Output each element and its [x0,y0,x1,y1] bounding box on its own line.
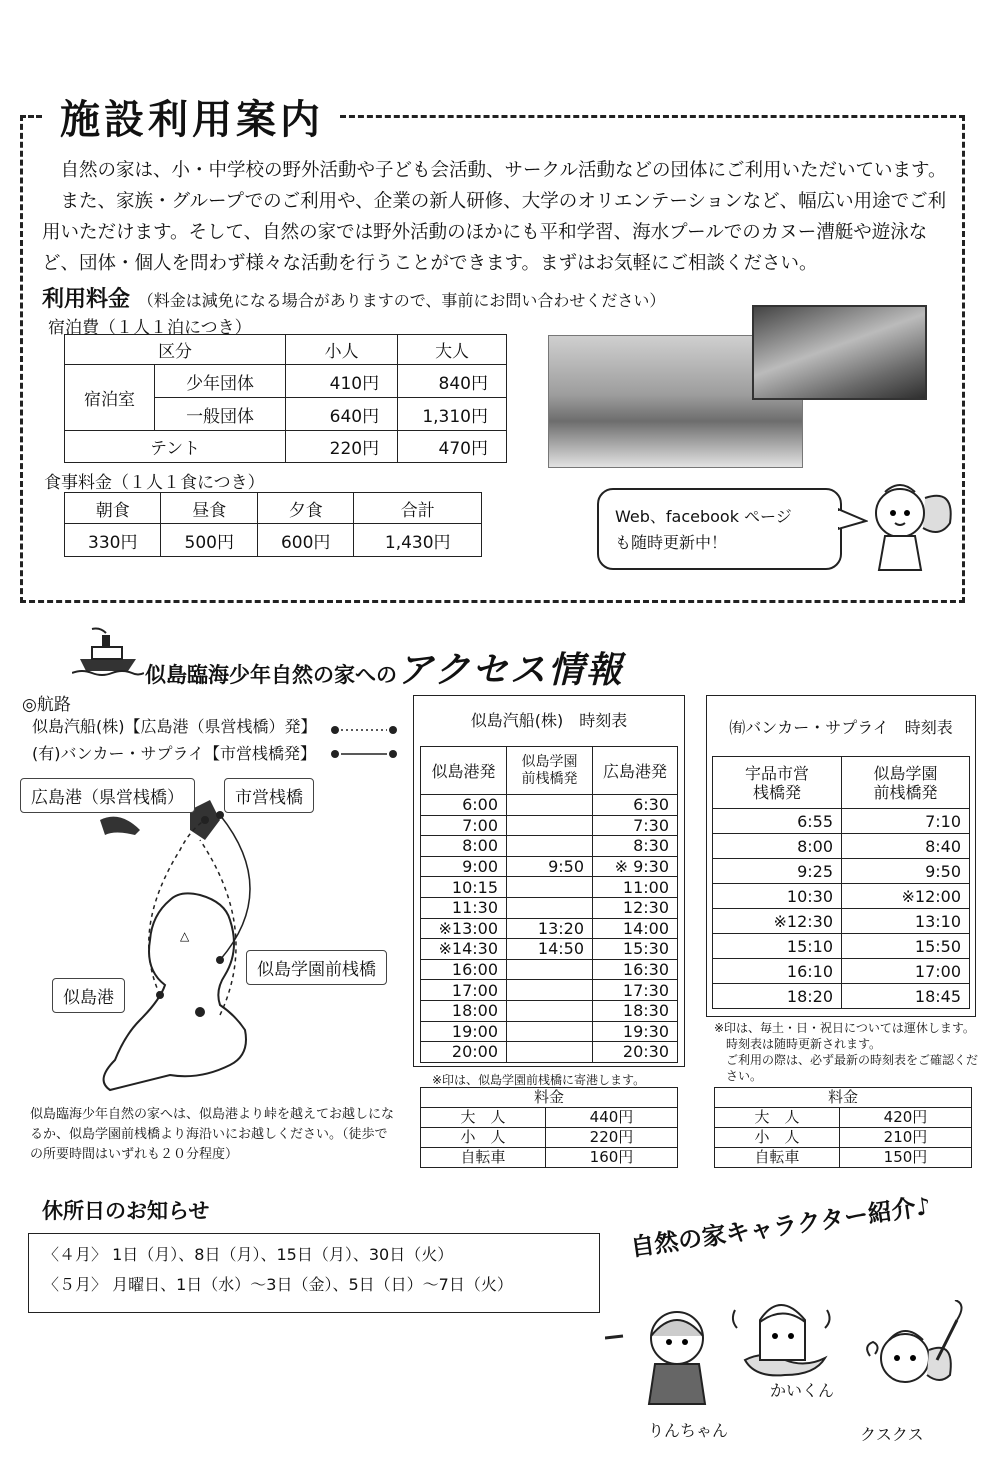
access-title-small: 似島臨海少年自然の家への [145,663,397,687]
tt1-header: 似島港発 [421,747,507,795]
meal-header: 朝食 [65,493,161,524]
fare-value: 220円 [546,1128,678,1148]
fairy-mascot-icon [855,478,960,578]
lodging-type: 一般団体 [155,398,286,431]
timetable-1 [420,746,678,1063]
tt2-cell: 9:25 [713,859,842,884]
svg-text:△: △ [180,929,190,943]
tt2-note: ※印は、毎土・日・祝日については運休します。 [714,1021,975,1035]
tt1-cell: ※ 9:30 [593,856,678,877]
timetable-row [421,959,678,980]
tt1-cell: 6:00 [421,795,507,816]
fee-note: （料金は減免になる場合がありますので、事前にお問い合わせください） [137,291,666,310]
map-label-ninoshima: 似島港 [52,978,125,1013]
closed-line [43,1240,585,1270]
tt1-cell: 10:15 [421,877,507,898]
tt2-cell: 17:00 [842,959,970,984]
facility-intro [42,155,947,279]
fare-value: 440円 [546,1108,678,1128]
route-map [20,790,405,1105]
fee-heading-label: 利用料金 [42,287,131,312]
tt2-cell: 16:10 [713,959,842,984]
timetable-row [713,859,970,884]
timetable-row [421,1021,678,1042]
meal-header: 昼食 [161,493,257,524]
tt2-cell: 8:00 [713,834,842,859]
character-name-kaikun: かいくん [770,1381,835,1400]
fare-table-1 [420,1087,678,1168]
map-label-hiroshima: 広島港（県営桟橋） [20,778,195,813]
route-item: (有)バンカー・サプライ【市営桟橋発】 [32,744,317,763]
intro-paragraph-2: また、家族・グループでのご利用や、企業の新人研修、大学のオリエンテーションなど、幅広い用途でご利用いただけます。そして、自然の家では野外活動のほかにも平和学習、海水プールでのカヌー漕艇や遊泳など、団体・個人を問わず様々な活動を行うことができます。まずはお気軽にご相談ください。 [42,191,947,274]
timetable-row [421,980,678,1001]
tt1-cell: 20:30 [593,1042,678,1063]
tt1-cell: 9:00 [421,856,507,877]
tt1-cell [507,897,593,918]
tt1-cell: 6:30 [593,795,678,816]
tt1-cell: 19:00 [421,1021,507,1042]
facility-border-top-right [340,115,965,118]
meal-price: 1,430円 [354,524,482,557]
tt2-cell: 10:30 [713,884,842,909]
tt1-cell: 15:30 [593,939,678,960]
meals-heading: 食事料金（１人１食につき） [44,473,265,493]
lodging-price: 410円 [286,365,398,398]
tt1-cell [507,815,593,836]
closed-days: 1日（月）、8日（月）、15日（月）、30日（火） [112,1245,454,1264]
closed-days: 月曜日、1日（水）～3日（金）、5日（日）～7日（火） [112,1275,513,1294]
map-label-shiei: 市営桟橋 [224,778,314,813]
timetable-2-notes [714,1020,984,1084]
lodging-heading: 宿泊費（１人１泊につき） [48,318,252,338]
timetable-row [421,836,678,857]
tt1-cell [507,877,593,898]
timetable-row [713,984,970,1009]
meal-price: 500円 [161,524,257,557]
timetable-row [421,856,678,877]
tt1-cell [507,1000,593,1021]
fare-value: 210円 [840,1128,972,1148]
meal-price: 600円 [257,524,353,557]
tt1-cell: 11:30 [421,897,507,918]
tt2-cell: ※12:00 [842,884,970,909]
tt1-cell [507,980,593,1001]
tt1-header: 似島学園 前桟橋発 [507,747,593,795]
timetable-row [421,939,678,960]
tt2-cell: 18:20 [713,984,842,1009]
closed-box [28,1233,600,1313]
lodging-header: 小人 [286,335,398,365]
timetable-row [421,1042,678,1063]
tt1-cell: 16:00 [421,959,507,980]
kaikun-icon [733,1305,830,1375]
timetable-1-title: 似島汽船(株) 時刻表 [470,711,628,730]
tt1-cell [507,836,593,857]
lodging-room-label: 宿泊室 [65,365,155,431]
speech-bubble [597,488,842,570]
timetable-row [713,934,970,959]
route-item: 似島汽船(株)【広島港（県営桟橋）発】 [32,717,317,736]
facility-border-top-left [20,115,42,118]
meal-price: 330円 [65,524,161,557]
lodging-price: 1,310円 [398,398,507,431]
lodging-price: 640円 [286,398,398,431]
timetable-row [713,909,970,934]
lodging-type: 少年団体 [155,365,286,398]
tt1-cell: 13:20 [507,918,593,939]
closed-line [43,1270,585,1300]
tt1-cell: 8:30 [593,836,678,857]
fare-value: 150円 [840,1148,972,1168]
fare-value: 160円 [546,1148,678,1168]
fare-table-2 [714,1087,972,1168]
timetable-row [713,809,970,834]
route-list [32,713,317,767]
tt1-cell: 20:00 [421,1042,507,1063]
tt2-cell: 15:50 [842,934,970,959]
fare-label: 大 人 [715,1108,840,1128]
meal-header: 合計 [354,493,482,524]
tt1-cell: 18:30 [593,1000,678,1021]
tt1-cell: 9:50 [507,856,593,877]
tt1-cell: 14:00 [593,918,678,939]
timetable-row [421,815,678,836]
closed-month: 〈５月〉 [43,1275,108,1294]
bubble-line: Web、facebook ページ [615,507,792,526]
closed-month: 〈４月〉 [43,1245,108,1264]
character-name-kusukusu: クスクス [860,1425,924,1444]
tt2-cell: 6:55 [713,809,842,834]
timetable-row [421,1000,678,1021]
tt1-cell: 16:30 [593,959,678,980]
timetable-1-note: ※印は、似島学園前桟橋に寄港します。 [432,1073,646,1087]
intro-paragraph-1: 自然の家は、小・中学校の野外活動や子ども会活動、サークル活動などの団体にご利用いただいています。 [60,160,947,181]
tt2-header: 似島学園 前桟橋発 [842,757,970,809]
kusukusu-icon [867,1300,961,1382]
characters-illustration [605,1300,995,1420]
tt1-cell: 7:00 [421,815,507,836]
characters-title: 自然の家キャラクター紹介♪ [628,1191,933,1262]
tt1-cell: 11:00 [593,877,678,898]
lodging-header: 区分 [65,335,286,365]
tt1-cell [507,959,593,980]
map-caption: 似島臨海少年自然の家へは、似島港より峠を越えてお越しになるか、似島学園前桟橋より海沿いにお越しください。（徒歩での所要時間はいずれも２０分程度） [30,1107,395,1162]
lodging-header: 大人 [398,335,507,365]
fare-label: 大 人 [421,1108,546,1128]
tt2-note: 時刻表は随時更新されます。 [726,1037,882,1051]
character-name-rinchan: りんちゃん [648,1421,729,1440]
tt2-cell: 8:40 [842,834,970,859]
timetable-row [713,884,970,909]
meals-table [64,492,482,557]
fare-value: 420円 [840,1108,972,1128]
closed-heading: 休所日のお知らせ [42,1199,210,1223]
timetable-row [713,959,970,984]
tt2-header: 宇品市営 桟橋発 [713,757,842,809]
tt1-cell: 12:30 [593,897,678,918]
timetable-2 [712,756,970,1009]
route-heading: ◎航路 [22,695,71,715]
tt2-cell: 9:50 [842,859,970,884]
tt2-cell: 15:10 [713,934,842,959]
tt1-cell [507,1021,593,1042]
timetable-row [421,918,678,939]
tt1-cell: 17:30 [593,980,678,1001]
lodging-tent: テント [65,431,286,463]
timetable-row [421,795,678,816]
access-title [145,642,624,693]
timetable-row [421,877,678,898]
tt1-cell: 14:50 [507,939,593,960]
tt1-cell: 18:00 [421,1000,507,1021]
fare-title: 料金 [715,1088,972,1108]
lodging-table [64,334,507,463]
map-label-gakuen: 似島学園前桟橋 [246,950,387,985]
tt1-cell: ※14:30 [421,939,507,960]
tt1-header: 広島港発 [593,747,678,795]
lodging-price: 220円 [286,431,398,463]
fare-title: 料金 [421,1088,678,1108]
tt1-cell: 19:30 [593,1021,678,1042]
tt1-cell [507,795,593,816]
tt1-cell: 8:00 [421,836,507,857]
lodging-price: 840円 [398,365,507,398]
tt2-note: ご利用の際は、必ず最新の時刻表をご確認ください。 [726,1053,979,1083]
tt1-cell: 17:00 [421,980,507,1001]
activity-photo [752,305,927,400]
tt2-cell: 7:10 [842,809,970,834]
fare-label: 小 人 [715,1128,840,1148]
tt1-cell: 7:30 [593,815,678,836]
tt2-cell: 13:10 [842,909,970,934]
fee-heading [42,282,665,313]
route-legend [325,720,405,760]
bubble-line: も随時更新中！ [615,533,728,552]
timetable-row [713,834,970,859]
facility-title: 施設利用案内 [52,88,332,145]
tt1-cell [507,1042,593,1063]
rinchan-icon [605,1312,705,1404]
tt2-cell: 18:45 [842,984,970,1009]
ferry-icon [72,625,144,677]
fare-label: 自転車 [715,1148,840,1168]
timetable-2-title: ㈲バンカー・サプライ 時刻表 [729,718,953,737]
tt2-cell: ※12:30 [713,909,842,934]
lodging-price: 470円 [398,431,507,463]
fare-label: 小 人 [421,1128,546,1148]
meal-header: 夕食 [257,493,353,524]
timetable-row [421,897,678,918]
tt1-cell: ※13:00 [421,918,507,939]
access-title-big: アクセス情報 [397,650,624,691]
fare-label: 自転車 [421,1148,546,1168]
